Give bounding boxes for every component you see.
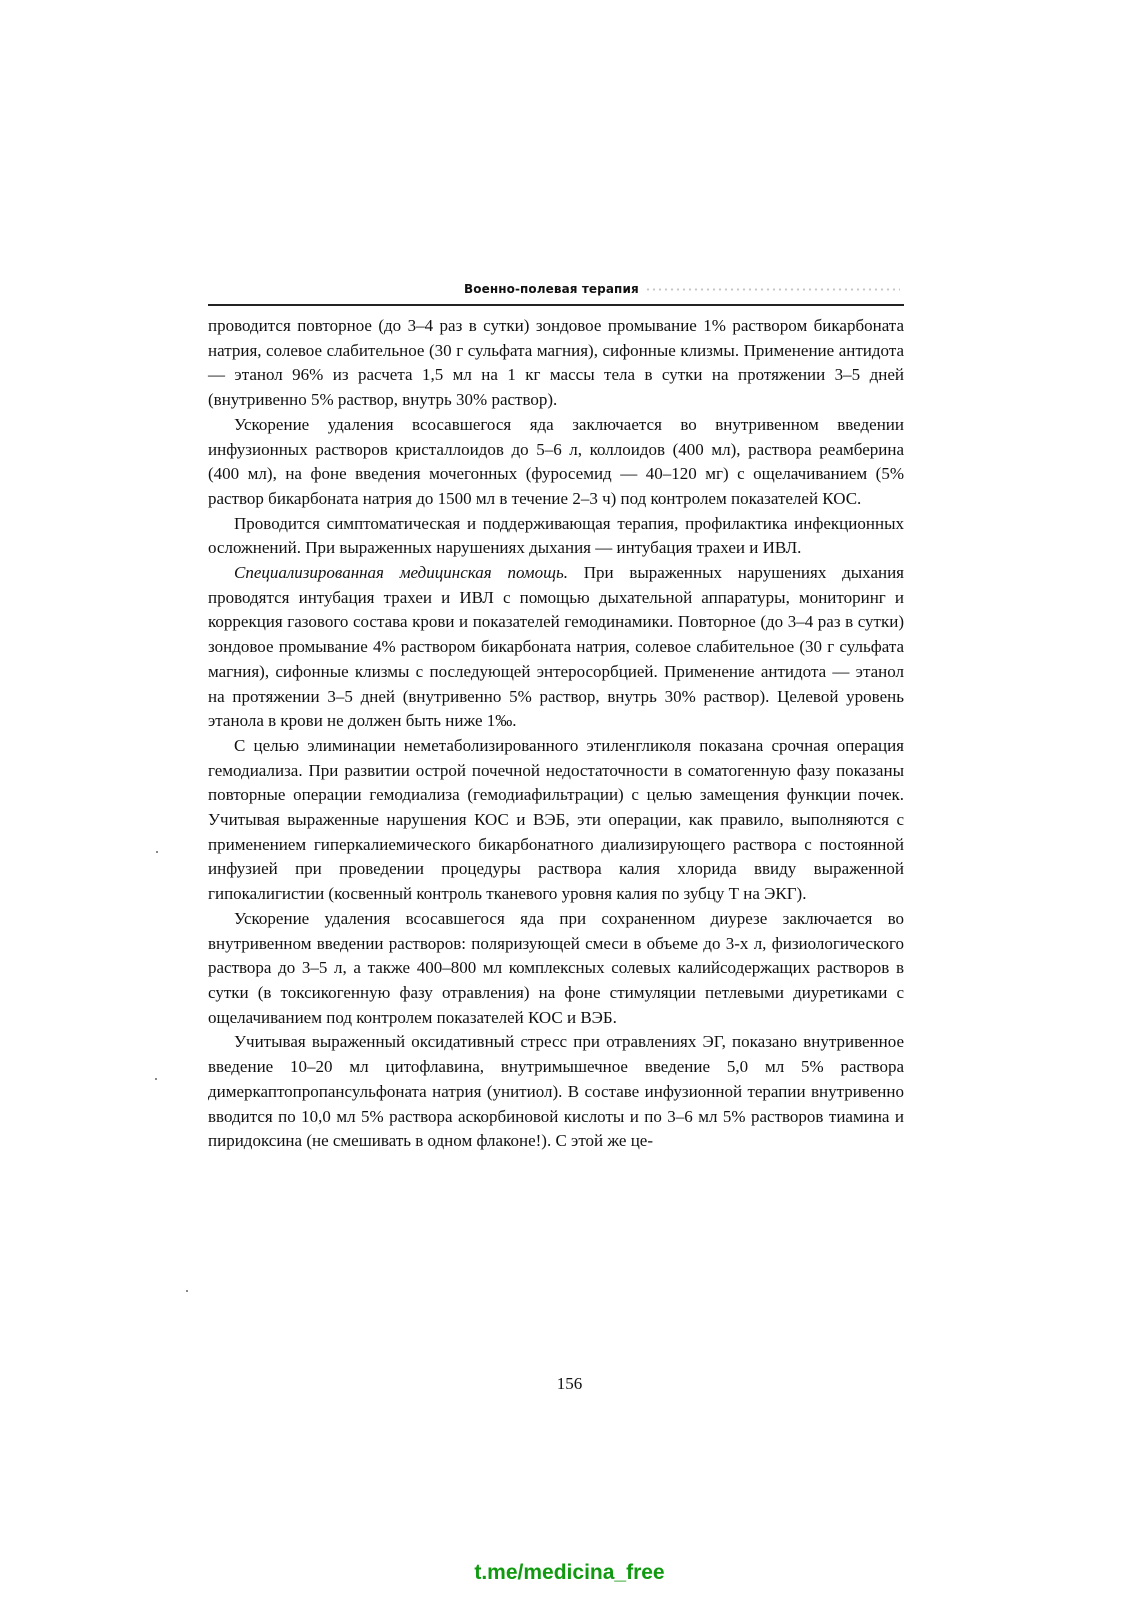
scan-speck xyxy=(186,1290,188,1292)
watermark-link: t.me/medicina_free xyxy=(474,1561,665,1584)
paragraph-lead-italic: Специализированная медицинская помощь. xyxy=(234,563,568,583)
paragraph-text: Ускорение удаления всосавшегося яда при сохраненном диурезе заключается во внутривенном введении растворов: поляризующей смеси в объеме до 3-х л, физиологического раствора до 3–5 л, а также 400–800 мл комплексных солевых калийсодержащих растворов в сутки (в токсикогенную фазу отравления) на фоне стимуляции петлевыми диуретиками с ощелачиванием под контролем показателей КОС и ВЭБ. xyxy=(208,908,904,1027)
paragraph xyxy=(208,734,904,907)
page-number: 156 xyxy=(556,1374,583,1393)
running-title: Военно-полевая терапия xyxy=(464,282,639,296)
paragraph-text: С целью элиминации неметаболизированного этиленгликоля показана срочная операция гемодиализа. При развитии острой почечной недостаточности в соматогенную фазу показаны повторные операции гемодиализа (гемодиафильтрации) с целью замещения функции почек. Учитывая выраженные нарушения КОС и ВЭБ, эти операции, как правило, выполняются с применением гиперкалиемического бикарбонатного диализирующего раствора с постоянной инфузией при проведении процедуры раствора калия хлорида ввиду выраженной гипокалигистии (косвенный контроль тканевого уровня калия по зубцу Т на ЭКГ). xyxy=(208,735,904,904)
paragraph xyxy=(208,314,904,413)
paragraph xyxy=(208,907,904,1031)
document-page xyxy=(208,282,904,1154)
paragraph-text: Ускорение удаления всосавшегося яда заключается во внутривенном введении инфузионных растворов кристаллоидов до 5–6 л, коллоидов (400 мл), раствора реамберина (400 мл), на фоне введения мочегонных (фуросемид — 40–120 мг) с ощелачиванием (5% раствор бикарбоната натрия до 1500 мл в течение 2–3 ч) под контролем показателей КОС. xyxy=(208,414,904,508)
running-header xyxy=(208,282,904,306)
paragraph-text: Учитывая выраженный оксидативный стресс при отравлениях ЭГ, показано внутривенное введение 10–20 мл цитофлавина, внутримышечное введение 5,0 мл 5% раствора димеркаптопропансульфоната натрия (унитиол). В составе инфузионной терапии внутривенно вводится по 10,0 мл 5% раствора аскорбиновой кислоты и по 3–6 мл 5% растворов тиамина и пиридоксина (не смешивать в одном флаконе!). С этой же це- xyxy=(208,1032,904,1151)
scan-speck xyxy=(156,851,158,853)
paragraph-text: Проводится симптоматическая и поддерживающая терапия, профилактика инфекционных осложнений. При выраженных нарушениях дыхания — интубация трахеи и ИВЛ. xyxy=(208,513,904,558)
paragraph xyxy=(208,561,904,734)
scan-speck xyxy=(155,1078,157,1080)
paragraph-text: При выраженных нарушениях дыхания проводятся интубация трахеи и ИВЛ с помощью дыхательной аппаратуры, мониторинг и коррекция газового состава крови и показателей гемодинамики. Повторное (до 3–4 раз в сутки) зондовое промывание 4% раствором бикарбоната натрия, солевое слабительное (30 г сульфата магния), сифонные клизмы с последующей энтеросорбцией. Применение антидота — этанол на протяжении 3–5 дней (внутривенно 5% раствор, внутрь 30% раствор). Целевой уровень этанола в крови не должен быть ниже 1‰. xyxy=(208,563,904,731)
paragraph xyxy=(208,1030,904,1154)
paragraph-text: проводится повторное (до 3–4 раз в сутки) зондовое промывание 1% раствором бикарбоната натрия, солевое слабительное (30 г сульфата магния), сифонные клизмы. Применение антидота — этанол 96% из расчета 1,5 мл на 1 кг массы тела в сутки на протяжении 3–5 дней (внутривенно 5% раствор, внутрь 30% раствор). xyxy=(208,316,904,410)
scan-noise xyxy=(645,287,900,293)
paragraph xyxy=(208,512,904,561)
paragraph xyxy=(208,413,904,512)
body-text xyxy=(208,314,904,1154)
